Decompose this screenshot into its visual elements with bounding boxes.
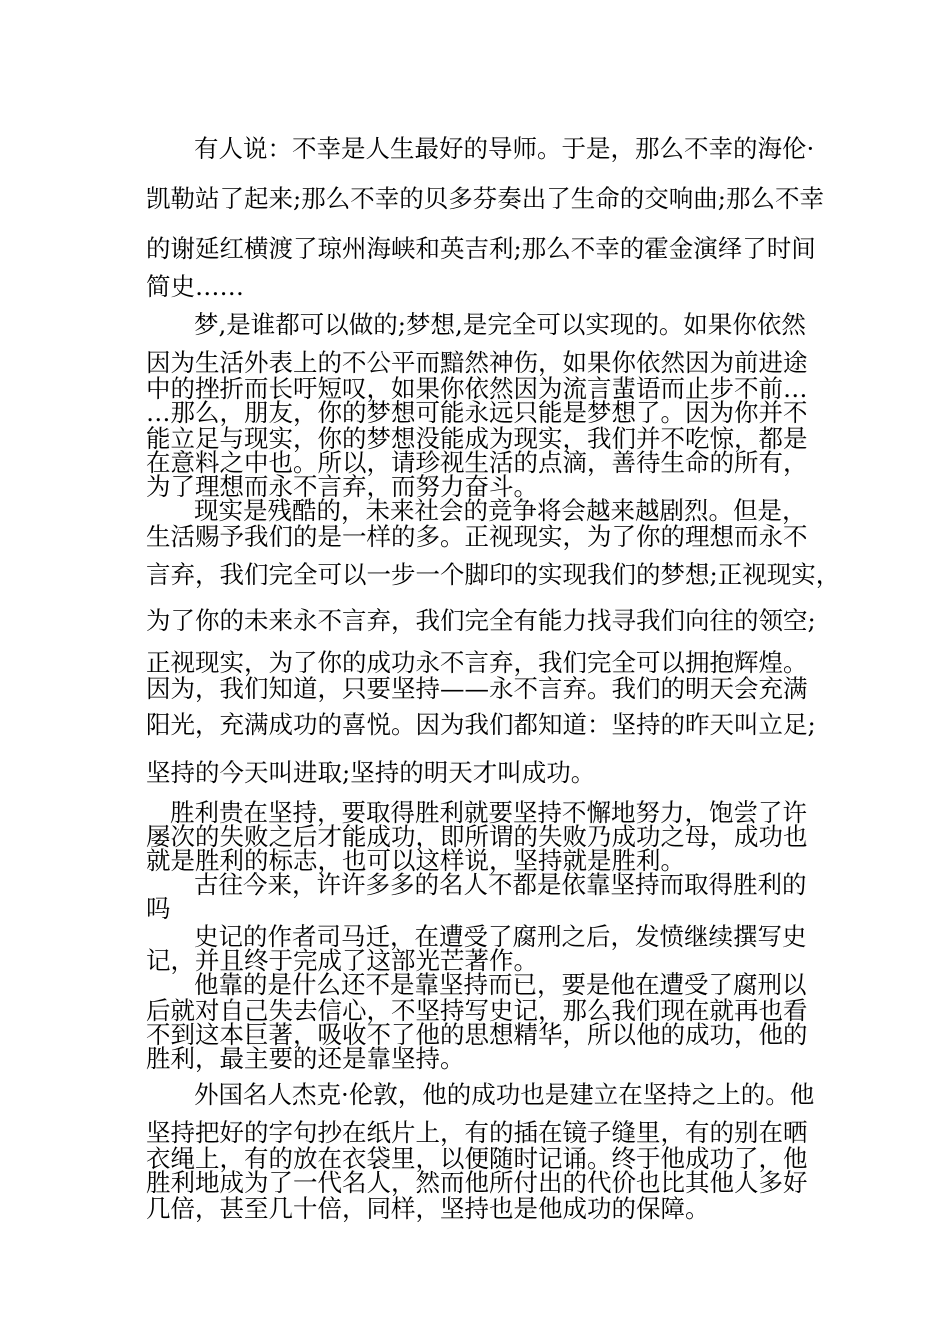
text-line: 为了理想而永不言弃，而努力奋斗。	[146, 472, 538, 501]
text-line: 正视现实，为了你的成功永不言弃，我们完全可以拥抱辉煌。	[146, 648, 808, 677]
text-line: 有人说：不幸是人生最好的导师。于是，那么不幸的海伦·	[194, 134, 815, 163]
text-line: 屡次的失败之后才能成功，即所谓的失败乃成功之母，成功也	[146, 822, 808, 851]
text-line: 中的挫折而长吁短叹，如果你依然因为流言蜚语而止步不前…	[146, 374, 808, 403]
text-line: 的谢延红横渡了琼州海峡和英吉利;那么不幸的霍金演绎了时间	[146, 234, 816, 263]
text-line: 外国名人杰克·伦敦，他的成功也是建立在坚持之上的。他	[194, 1080, 815, 1109]
text-line: 史记的作者司马迁，在遭受了腐刑之后，发愤继续撰写史	[194, 922, 807, 951]
text-line: 他靠的是什么还不是靠坚持而已，要是他在遭受了腐刑以	[194, 970, 807, 999]
text-line: 坚持把好的字句抄在纸片上，有的插在镜子缝里，有的别在晒	[146, 1118, 808, 1147]
text-line: 在意料之中也。所以，请珍视生活的点滴，善待生命的所有，	[146, 448, 808, 477]
text-line: 几倍，甚至几十倍，同样，坚持也是他成功的保障。	[146, 1194, 710, 1223]
text-line: 胜利地成为了一代名人，然而他所付出的代价也比其他人多好	[146, 1168, 808, 1197]
text-line: 不到这本巨著，吸收不了他的思想精华，所以他的成功，他的	[146, 1020, 808, 1049]
text-line: 后就对自己失去信心，不坚持写史记，那么我们现在就再也看	[146, 996, 808, 1025]
text-line: 古往今来，许许多多的名人不都是依靠坚持而取得胜利的	[194, 870, 807, 899]
text-line: 吗	[146, 894, 171, 923]
text-line: 坚持的今天叫进取;坚持的明天才叫成功。	[146, 758, 596, 787]
text-line: 现实是残酷的，未来社会的竞争将会越来越剧烈。但是，	[194, 496, 807, 525]
text-line: 就是胜利的标志，也可以这样说，坚持就是胜利。	[146, 846, 685, 875]
text-line: 因为，我们知道，只要坚持——永不言弃。我们的明天会充满	[146, 674, 808, 703]
text-line: 阳光，充满成功的喜悦。因为我们都知道：坚持的昨天叫立足;	[146, 710, 816, 739]
text-line: 衣绳上，有的放在衣袋里，以便随时记诵。终于他成功了，他	[146, 1144, 808, 1173]
text-line: 梦,是谁都可以做的;梦想,是完全可以实现的。如果你依然	[194, 310, 806, 339]
text-line: 为了你的未来永不言弃，我们完全有能力找寻我们向往的领空;	[146, 606, 816, 635]
text-line: 因为生活外表上的不公平而黯然神伤，如果你依然因为前进途	[146, 348, 808, 377]
text-line: 凯勒站了起来;那么不幸的贝多芬奏出了生命的交响曲;那么不幸	[146, 184, 825, 213]
text-line: …那么，朋友，你的梦想可能永远只能是梦想了。因为你并不	[146, 398, 808, 427]
text-line: 能立足与现实，你的梦想没能成为现实，我们并不吃惊，都是	[146, 424, 808, 453]
text-line: 简史……	[146, 272, 244, 301]
text-line: 胜利，最主要的还是靠坚持。	[146, 1044, 465, 1073]
text-line: 言弃，我们完全可以一步一个脚印的实现我们的梦想;正视现实，	[146, 560, 841, 589]
text-line: 生活赐予我们的是一样的多。正视现实，为了你的理想而永不	[146, 522, 808, 551]
text-line: 胜利贵在坚持，要取得胜利就要坚持不懈地努力，饱尝了许	[170, 798, 807, 827]
text-line: 记，并且终于完成了这部光芒著作。	[146, 946, 538, 975]
